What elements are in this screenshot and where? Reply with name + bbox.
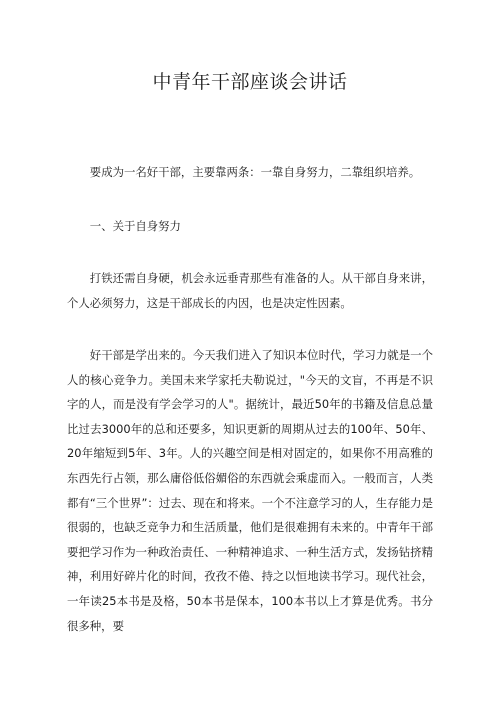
intro-paragraph: 要成为一名好干部，主要靠两条：一靠自身努力，二靠组织培养。	[89, 165, 421, 179]
body-paragraph-1: 打铁还需自身硬，机会永远垂青那些有准备的人。从干部自身来讲，个人必须努力，这是干部成长的内因，也是决定性因素。	[67, 271, 433, 310]
body-paragraph-2: 好干部是学出来的。今天我们进入了知识本位时代，学习力就是一个人的核心竞争力。美国未来学家托夫勒说过，"今天的文盲，不再是不识字的人，而是没有学会学习的人"。据统计，最近50年的书籍及信息总量比过去3000年的总和还要多，知识更新的周期从过去的100年、50年、20年缩短到5年、3年。人的兴趣空间是相对固定的，如果你不用高雅的东西先行占领，那么庸俗低俗媚俗的东西就会乘虚而入。一般而言，人类都有“三个世界”：过去、现在和将来。一个不注意学习的人，生存能力是很弱的，也缺乏竞争力和生活质量，他们是很难拥有未来的。中青年干部要把学习作为一种政治责任、一种精神追求、一种生活方式，发扬钻挤精神，利用好碎片化的时间，孜孜不倦、持之以恒地读书学习。现代社会，一年读25本书是及格，50本书是保本，100本书以上才算是优秀。书分很多种，要	[67, 348, 433, 633]
document-title: 中青年干部座谈会讲话	[152, 71, 348, 93]
section-heading: 一、关于自身努力	[89, 219, 181, 233]
